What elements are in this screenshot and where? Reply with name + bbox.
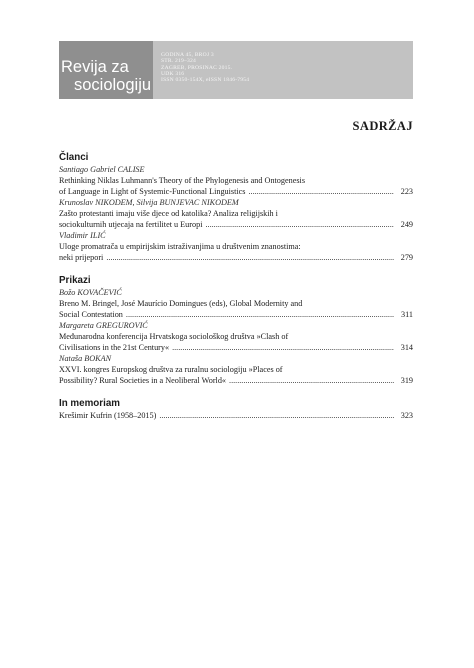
toc-entry[interactable] — [59, 230, 413, 263]
entry-author: Santiago Gabriel CALISE — [59, 165, 145, 174]
entry-title-line: Uloge promatrača u empirijskim istraživanjima u društvenim znanostima: — [59, 242, 301, 251]
entry-title-line: Međunarodna konferencija Hrvatskoga sociološkog društva »Clash of — [59, 332, 289, 341]
entry-title-end: of Language in Light of Systemic-Functional Linguistics — [59, 187, 246, 196]
entry-page-number: 311 — [401, 310, 413, 319]
toc-entry[interactable] — [59, 353, 413, 386]
entry-author: Vladimir ILIĆ — [59, 231, 106, 240]
section-heading: In memoriam — [59, 398, 120, 409]
entry-page-number: 223 — [400, 187, 413, 196]
section-spacer — [59, 263, 413, 275]
meta-line: ISSN 0350-154X, eISSN 1846-7954 — [161, 77, 250, 84]
dot-leader — [205, 219, 394, 230]
toc-entry[interactable] — [59, 164, 413, 197]
entry-title-end: Krešimir Kufrin (1958–2015) — [59, 411, 157, 420]
dot-leader — [229, 375, 394, 386]
toc-entry[interactable] — [59, 410, 413, 421]
entry-author: Božo KOVAČEVIĆ — [59, 288, 122, 297]
entry-author: Margareta GREGUROVIĆ — [59, 321, 148, 330]
entry-title-end: Possibility? Rural Societies in a Neoliberal World« — [59, 376, 227, 385]
entry-title-line: XXVI. kongres Europskog društva za ruralnu sociologiju »Places of — [59, 365, 283, 374]
logo-line-2: sociologiju — [74, 76, 152, 94]
entry-last-line — [59, 252, 413, 263]
journal-header — [59, 41, 413, 99]
logo-line-1: Revija za — [61, 58, 129, 76]
section-heading: Prikazi — [59, 275, 91, 286]
toc-entry[interactable] — [59, 287, 413, 320]
dot-leader — [248, 186, 394, 197]
entry-title-end: Social Contestation — [59, 310, 123, 319]
entry-title-line: Breno M. Bringel, José Maurício Domingues (eds), Global Modernity and — [59, 299, 303, 308]
section-heading: Članci — [59, 152, 89, 163]
entry-last-line — [59, 342, 413, 353]
toc-sections — [59, 152, 413, 421]
entry-page-number: 319 — [400, 376, 413, 385]
entry-author: Nataša BOKAN — [59, 354, 112, 363]
entry-last-line — [59, 219, 413, 230]
entry-title-line: Zašto protestanti imaju više djece od katolika? Analiza religijskih i — [59, 209, 278, 218]
meta-line: GODINA 45, BROJ 3 — [161, 52, 214, 58]
toc-entry[interactable] — [59, 320, 413, 353]
dot-leader — [106, 252, 394, 263]
meta-line: ZAGREB, PROSINAC 2015. — [161, 64, 233, 71]
meta-line: STR. 219–324 — [161, 58, 197, 65]
dot-leader — [172, 342, 394, 353]
entry-title-end: neki prijepori — [59, 253, 104, 262]
entry-title-end: sociokulturnih utjecaja na fertilitet u Europi — [59, 220, 203, 229]
journal-logo — [59, 41, 153, 99]
dot-leader — [159, 410, 394, 421]
entry-last-line — [59, 309, 413, 320]
toc-title: SADRŽAJ — [352, 119, 413, 133]
entry-page-number: 279 — [400, 253, 413, 262]
entry-author: Krunoslav NIKODEM, Silvija BUNJEVAC NIKODEM — [59, 198, 239, 207]
entry-last-line — [59, 186, 413, 197]
meta-line: UDK 316 — [161, 70, 185, 77]
entry-last-line — [59, 375, 413, 386]
toc-entry[interactable] — [59, 197, 413, 230]
entry-page-number: 314 — [400, 343, 413, 352]
entry-title-end: Civilisations in the 21st Century« — [59, 343, 170, 352]
section-spacer — [59, 386, 413, 398]
entry-last-line — [59, 410, 413, 421]
journal-meta — [153, 41, 413, 99]
entry-page-number: 249 — [400, 220, 413, 229]
dot-leader — [126, 309, 394, 320]
entry-title-line: Rethinking Niklas Luhmann's Theory of the Phylogenesis and Ontogenesis — [59, 176, 306, 185]
entry-page-number: 323 — [400, 411, 413, 420]
